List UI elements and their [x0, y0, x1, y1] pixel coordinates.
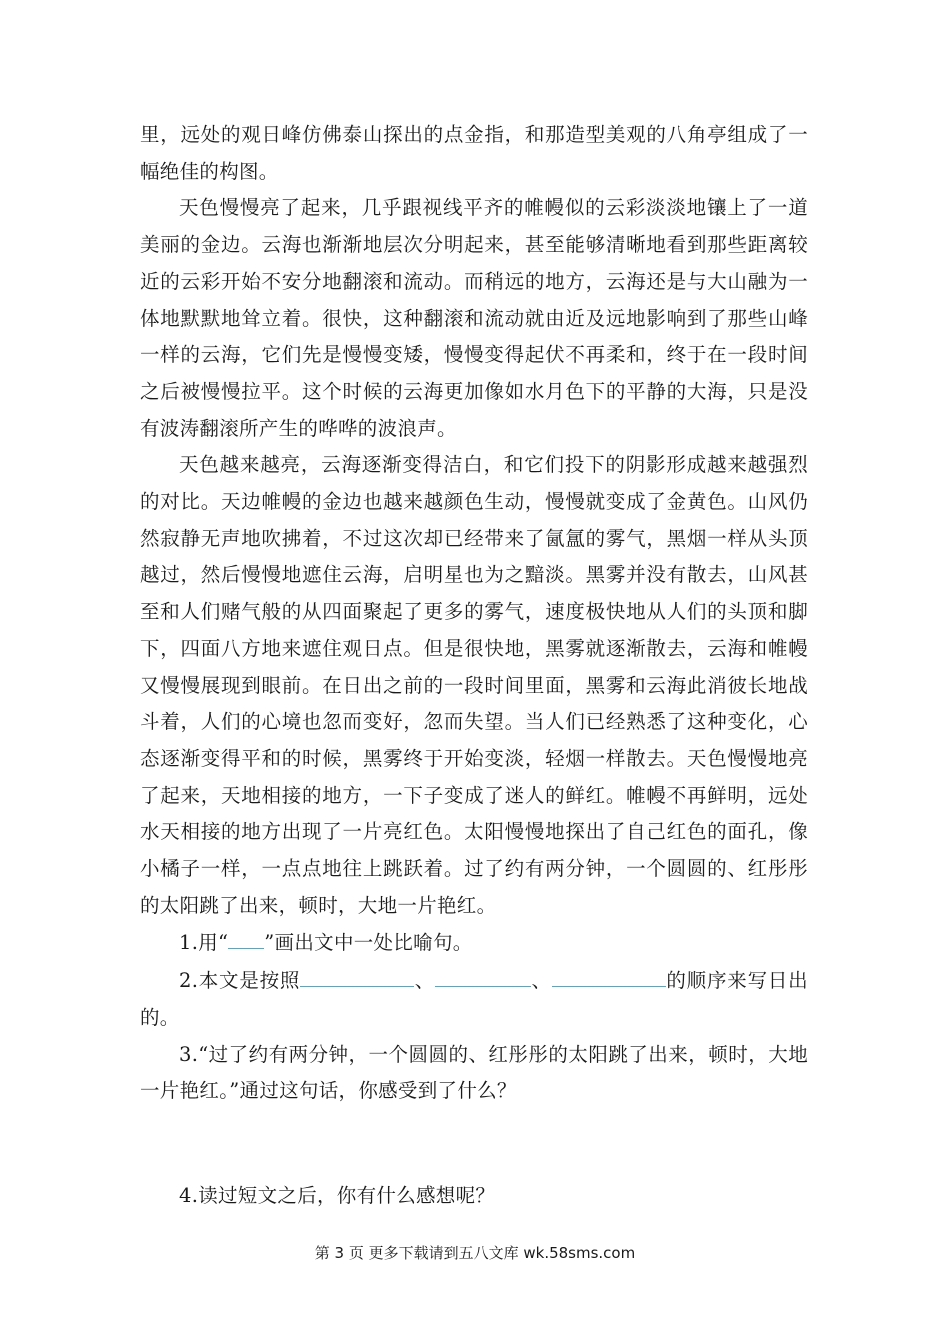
- passage-paragraph-3: 天色越来越亮，云海逐渐变得洁白，和它们投下的阴影形成越来越强烈的对比。天边帷幔的金边也越来越颜色生动，慢慢就变成了金黄色。山风仍然寂静无声地吹拂着，不过这次却已经带来了氤氲的雾气，黑烟一样从头顶越过，然后慢慢地遮住云海，启明星也为之黯淡。黑雾并没有散去，山风甚至和人们赌气般的从四面聚起了更多的雾气，速度极快地从人们的头顶和脚下，四面八方地来遮住观日点。但是很快地，黑雾就逐渐散去，云海和帷幔又慢慢展现到眼前。在日出之前的一段时间里面，黑雾和云海此消彼长地战斗着，人们的心境也忽而变好，忽而失望。当人们已经熟悉了这种变化，心态逐渐变得平和的时候，黑雾终于开始变淡，轻烟一样散去。天色慢慢地亮了起来，天地相接的地方，一下子变成了迷人的鲜红。帷幔不再鲜明，远处水天相接的地方出现了一片亮红色。太阳慢慢地探出了自己红色的面孔，像小橘子一样，一点点地往上跳跃着。过了约有两分钟，一个圆圆的、红彤彤的太阳跳了出来，顿时，大地一片艳红。: [140, 453, 808, 917]
- question-1-prefix: 1.用“: [179, 931, 229, 955]
- page-footer: 第 3 页 更多下载请到五八文库 wk.58sms.com: [314, 1244, 636, 1262]
- question-2-prefix: 2.本文是按照: [179, 969, 301, 993]
- question-4: 4.读过短文之后，你有什么感想呢？: [179, 1183, 496, 1207]
- question-3: 3.“过了约有两分钟，一个圆圆的、红彤彤的太阳跳了出来，顿时，大地一片艳红。”通过这句话，你感受到了什么？: [140, 1042, 808, 1103]
- question-2-suffix: 的顺序来写日出的。: [140, 969, 808, 1029]
- question-1-blank[interactable]: [228, 924, 264, 949]
- question-2-blank-2[interactable]: [435, 962, 531, 987]
- question-1-suffix: ”画出文中一处比喻句。: [264, 931, 473, 955]
- document-body: [140, 117, 808, 1215]
- passage-paragraph-2: 天色慢慢亮了起来，几乎跟视线平齐的帷幔似的云彩淡淡地镶上了一道美丽的金边。云海也渐渐地层次分明起来，甚至能够清晰地看到那些距离较近的云彩开始不安分地翻滚和流动。而稍远的地方，云海还是与大山融为一体地默默地耸立着。很快，这种翻滚和流动就由近及远地影响到了那些山峰一样的云海，它们先是慢慢变矮，慢慢变得起伏不再柔和，终于在一段时间之后被慢慢拉平。这个时候的云海更加像如水月色下的平静的大海，只是没有波涛翻滚所产生的哗哗的波浪声。: [140, 196, 808, 440]
- question-1: [140, 924, 808, 962]
- question-2-blank-3[interactable]: [552, 962, 666, 987]
- question-2-blank-1[interactable]: [300, 962, 414, 987]
- question-2: [140, 962, 808, 1036]
- question-2-separator-1: 、: [414, 969, 436, 993]
- passage-paragraph-1: 里，远处的观日峰仿佛泰山探出的点金指，和那造型美观的八角亭组成了一幅绝佳的构图。: [140, 123, 808, 183]
- question-2-separator-2: 、: [531, 969, 552, 993]
- question-3-answer-space[interactable]: [140, 1110, 808, 1178]
